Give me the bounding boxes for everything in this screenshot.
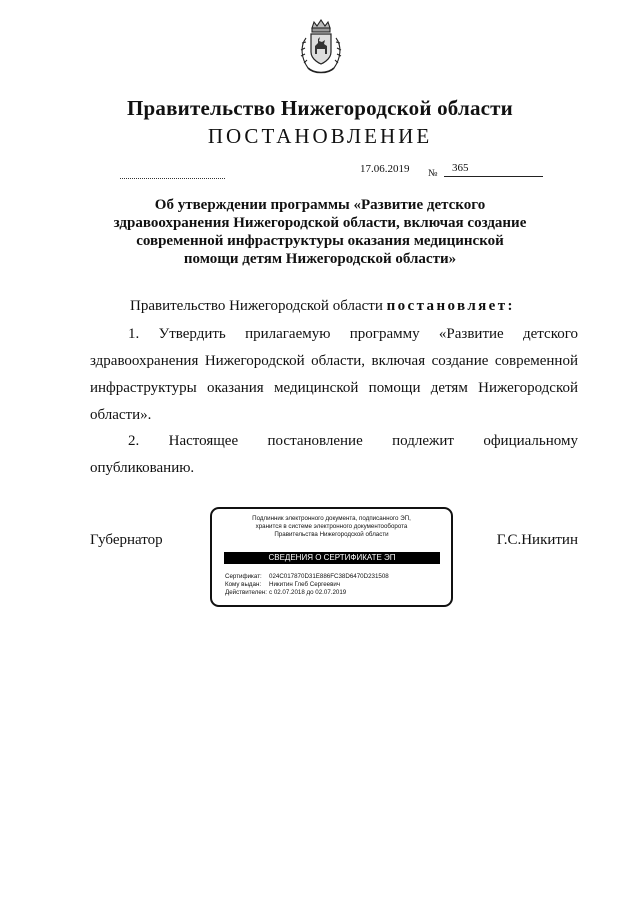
signatory-role: Губернатор — [90, 532, 163, 548]
number-sign: № — [428, 168, 438, 179]
blank-date-line — [120, 178, 225, 179]
issued-to-value: Никитин Глеб Сергеевич — [269, 581, 341, 588]
stamp-header-line: хранится в системе электронного документооборота — [255, 523, 408, 530]
document-number: 365 — [452, 162, 469, 174]
subject-line: помощи детям Нижегородской области» — [183, 251, 457, 267]
coat-of-arms-icon — [298, 18, 344, 76]
preamble-text: Правительство Нижегородской области — [130, 298, 387, 314]
preamble — [130, 298, 515, 315]
stamp-title: СВЕДЕНИЯ О СЕРТИФИКАТЕ ЭП — [224, 552, 440, 564]
certificate-label: Сертификат: — [225, 573, 262, 580]
subject-line: Об утверждении программы «Развитие детского — [154, 197, 486, 213]
number-underline — [444, 176, 543, 177]
stamp-header — [218, 515, 445, 539]
validity-value: с 02.07.2018 до 02.07.2019 — [269, 589, 347, 596]
subject-line: здравоохранения Нижегородской области, включая создание — [113, 215, 527, 231]
subject-line: современной инфраструктуры оказания медицинской — [136, 233, 504, 249]
issued-to-row — [225, 581, 389, 589]
preamble-action: постановляет: — [386, 298, 515, 314]
certificate-value: 024C017870D31E886FC38D6470D231508 — [269, 573, 389, 580]
document-date: 17.06.2019 — [360, 163, 410, 175]
electronic-signature-stamp — [210, 507, 453, 607]
signatory-name: Г.С.Никитин — [496, 532, 578, 548]
paragraph-2: 2. Настоящее постановление подлежит официальному опубликованию. — [90, 433, 578, 476]
stamp-details — [225, 573, 389, 597]
document-type: ПОСТАНОВЛЕНИЕ — [207, 124, 433, 148]
paragraph-1: 1. Утвердить прилагаемую программу «Развитие детского здравоохранения Нижегородской области, включая создание современной инфраструктуры оказания медицинской помощи детям Нижегородской области». — [90, 326, 578, 423]
certificate-row — [225, 573, 389, 581]
document-subject — [100, 196, 540, 268]
validity-row — [225, 589, 389, 597]
stamp-header-line: Правительства Нижегородской области — [274, 531, 389, 538]
validity-label: Действителен: — [225, 589, 267, 596]
stamp-header-line: Подлинник электронного документа, подписанного ЭП, — [252, 515, 411, 522]
organization-title: Правительство Нижегородской области — [127, 96, 513, 120]
issued-to-label: Кому выдан: — [225, 581, 262, 588]
